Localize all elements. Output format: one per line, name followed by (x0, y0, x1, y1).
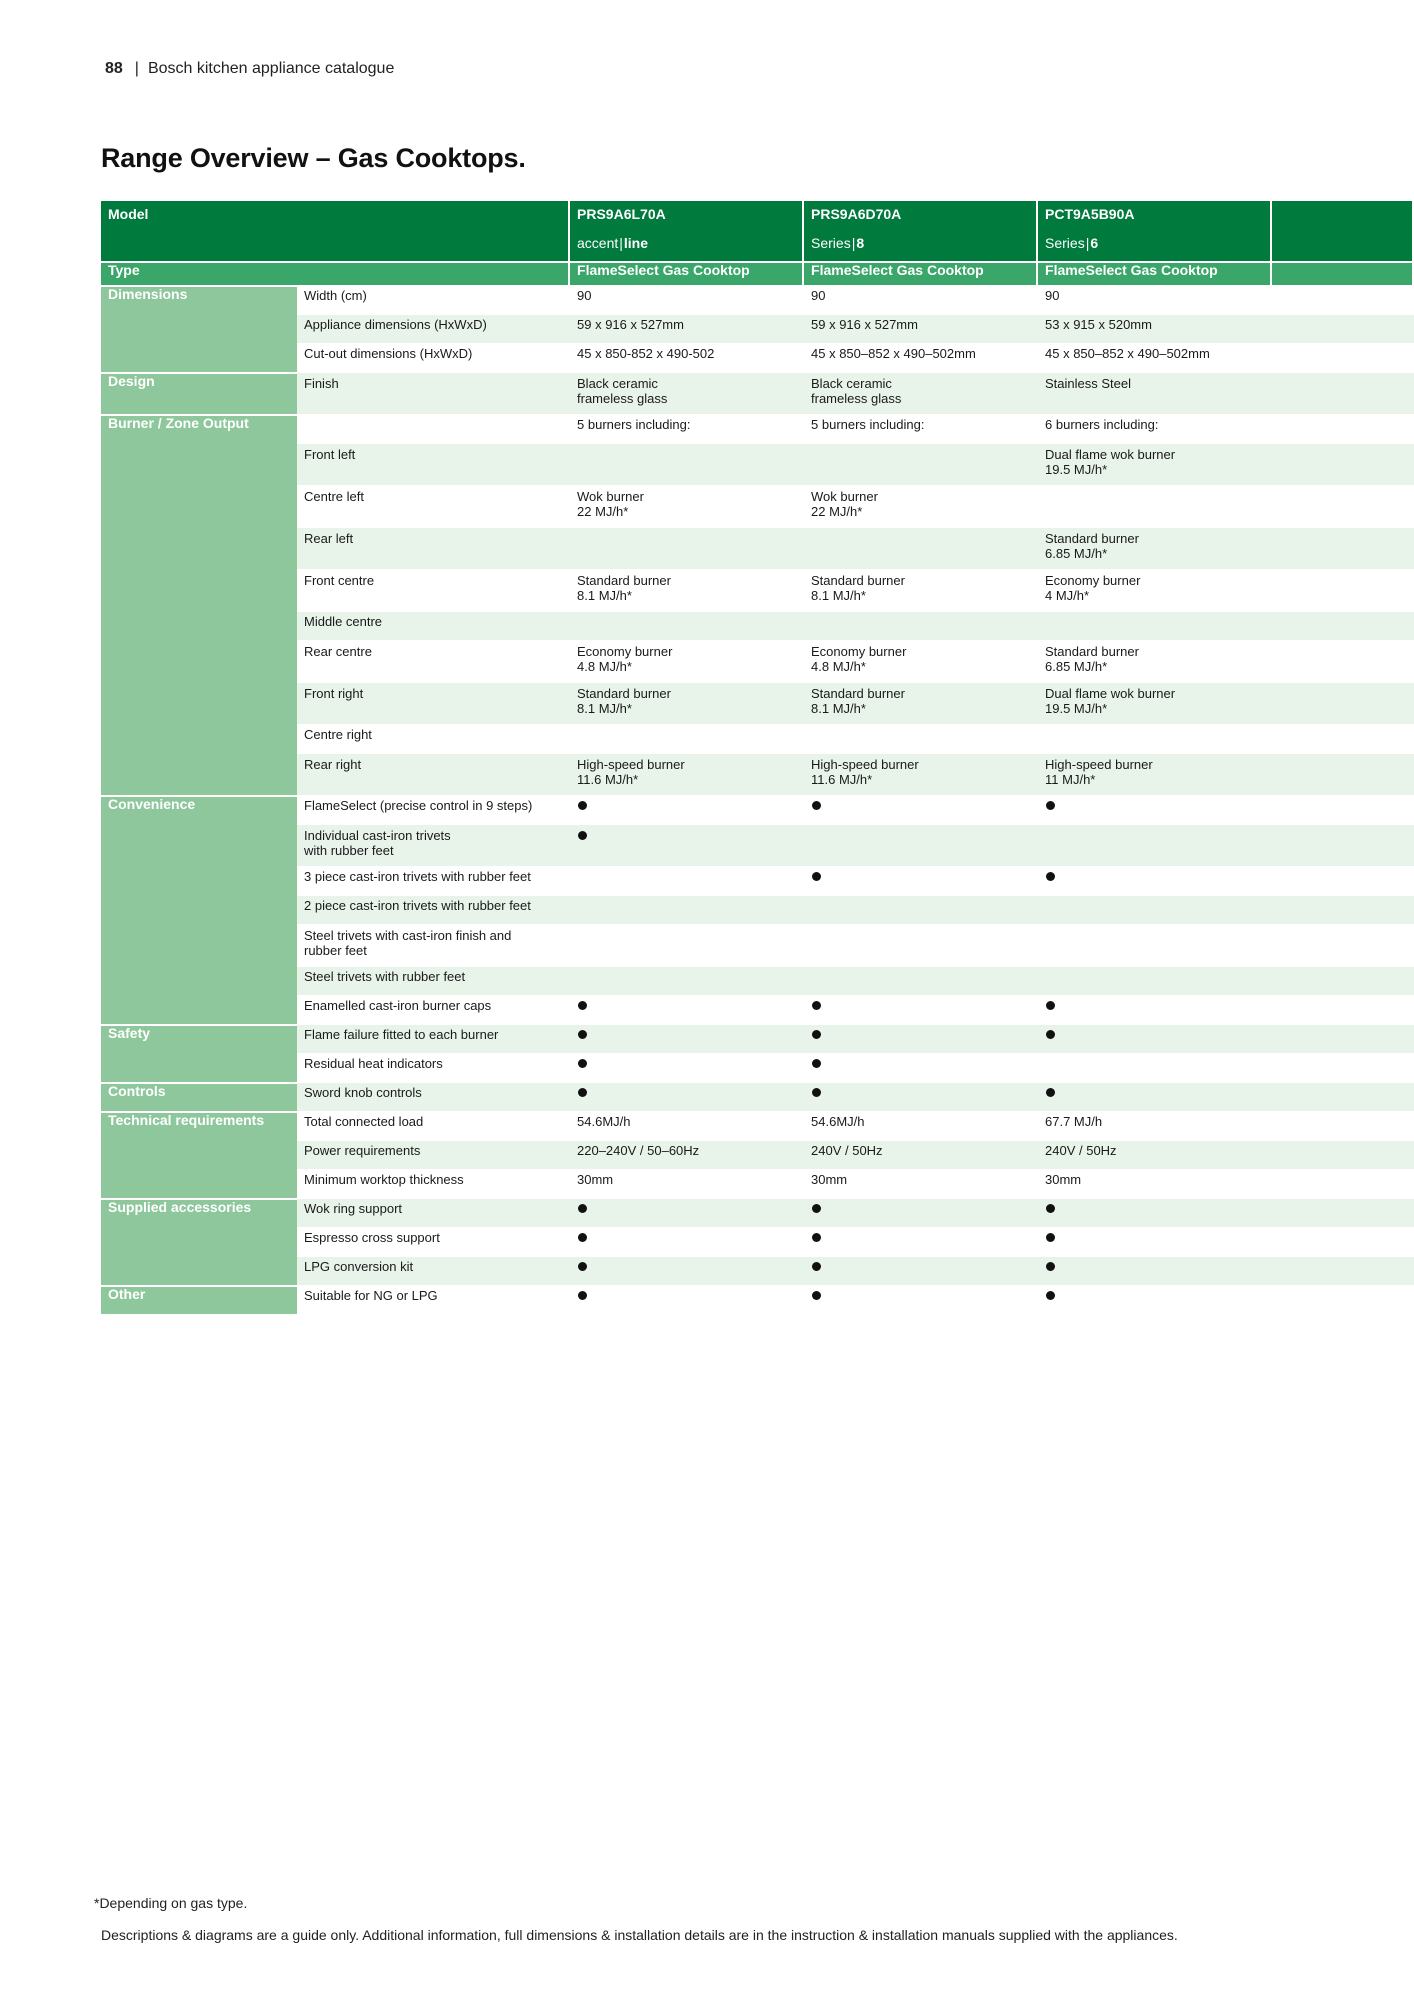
cell-value (1038, 1053, 1272, 1082)
cell-value (1038, 611, 1272, 640)
row-label: 3 piece cast-iron trivets with rubber feet (297, 866, 570, 895)
model-column-2 (804, 201, 1038, 261)
series-bar: | (851, 235, 856, 251)
empty-cell (1272, 285, 1414, 314)
cell-value: 90 (570, 285, 804, 314)
row-label (297, 414, 570, 443)
category-supplied-accessories: Supplied accessories (101, 1198, 297, 1285)
row-label: Wok ring support (297, 1198, 570, 1227)
row-label: 2 piece cast-iron trivets with rubber feet (297, 895, 570, 924)
feature-dot (1038, 866, 1272, 895)
row-label: Width (cm) (297, 285, 570, 314)
cell-value (804, 611, 1038, 640)
table-row (101, 1024, 1414, 1053)
feature-dot (570, 1053, 804, 1082)
feature-dot (1038, 795, 1272, 824)
cell-value: 45 x 850–852 x 490–502mm (804, 343, 1038, 372)
series-name: accent (577, 235, 619, 251)
cell-value: 53 x 915 x 520mm (1038, 314, 1272, 343)
table-row (101, 314, 1414, 343)
empty-cell (1272, 895, 1414, 924)
cell-value: Standard burner 6.85 MJ/h* (1038, 640, 1272, 682)
bullet-dot-icon (812, 1291, 821, 1300)
table-row (101, 1169, 1414, 1198)
bullet-dot-icon (812, 1030, 821, 1039)
table-row (101, 1053, 1414, 1082)
empty-cell (1272, 724, 1414, 753)
cell-value: Black ceramic frameless glass (570, 372, 804, 414)
model-column-3 (1038, 201, 1272, 261)
bullet-dot-icon (1046, 1088, 1055, 1097)
bullet-dot-icon (812, 1262, 821, 1271)
row-label: Rear centre (297, 640, 570, 682)
cell-value: 45 x 850-852 x 490-502 (570, 343, 804, 372)
category-other: Other (101, 1285, 297, 1314)
table-row (101, 1227, 1414, 1256)
cell-value: Standard burner 8.1 MJ/h* (804, 682, 1038, 724)
table-row (101, 724, 1414, 753)
bullet-dot-icon (812, 801, 821, 810)
empty-cell (1272, 527, 1414, 569)
cell-value: Wok burner 22 MJ/h* (570, 485, 804, 527)
empty-cell (1272, 995, 1414, 1024)
empty-cell (1272, 414, 1414, 443)
row-label: Individual cast-iron trivets with rubber feet (297, 824, 570, 866)
bullet-dot-icon (1046, 1204, 1055, 1213)
feature-dot (1038, 1082, 1272, 1111)
empty-cell (1272, 753, 1414, 795)
table-row (101, 966, 1414, 995)
feature-dot (804, 866, 1038, 895)
cell-value: Stainless Steel (1038, 372, 1272, 414)
cell-value: 30mm (1038, 1169, 1272, 1198)
cell-value (570, 895, 804, 924)
spec-table (101, 201, 1414, 1314)
cell-value (570, 443, 804, 485)
row-label: Flame failure fitted to each burner (297, 1024, 570, 1053)
feature-dot (804, 795, 1038, 824)
type-value: FlameSelect Gas Cooktop (1038, 261, 1272, 285)
feature-dot (570, 1082, 804, 1111)
empty-cell (1272, 1053, 1414, 1082)
table-row (101, 1082, 1414, 1111)
table-row (101, 611, 1414, 640)
cell-value (570, 611, 804, 640)
table-row (101, 824, 1414, 866)
empty-cell (1272, 485, 1414, 527)
cell-value: Dual flame wok burner 19.5 MJ/h* (1038, 443, 1272, 485)
table-row (101, 1285, 1414, 1314)
feature-dot (804, 1227, 1038, 1256)
feature-dot (804, 1053, 1038, 1082)
empty-cell (1272, 682, 1414, 724)
table-row (101, 527, 1414, 569)
cell-value (1038, 895, 1272, 924)
model-header-row (101, 201, 1414, 261)
row-label: Cut-out dimensions (HxWxD) (297, 343, 570, 372)
table-row (101, 372, 1414, 414)
row-label: Front right (297, 682, 570, 724)
bullet-dot-icon (1046, 1233, 1055, 1242)
feature-dot (1038, 1024, 1272, 1053)
cell-value (570, 924, 804, 966)
cell-value: 90 (1038, 285, 1272, 314)
row-label: Power requirements (297, 1140, 570, 1169)
series-label (1045, 229, 1263, 251)
feature-dot (804, 1198, 1038, 1227)
table-row (101, 866, 1414, 895)
row-label: Enamelled cast-iron burner caps (297, 995, 570, 1024)
page-title: Range Overview – Gas Cooktops. (101, 143, 526, 173)
cell-value: 59 x 916 x 527mm (570, 314, 804, 343)
series-name: Series (811, 235, 851, 251)
bullet-dot-icon (578, 1059, 587, 1068)
empty-cell (1272, 569, 1414, 611)
table-row (101, 795, 1414, 824)
row-label: FlameSelect (precise control in 9 steps) (297, 795, 570, 824)
empty-cell (1272, 1285, 1414, 1314)
cell-value (804, 966, 1038, 995)
type-value: FlameSelect Gas Cooktop (804, 261, 1038, 285)
feature-dot (804, 1256, 1038, 1285)
table-row (101, 1140, 1414, 1169)
cell-value: 67.7 MJ/h (1038, 1111, 1272, 1140)
cell-value: Black ceramic frameless glass (804, 372, 1038, 414)
cell-value: 240V / 50Hz (1038, 1140, 1272, 1169)
feature-dot (570, 1024, 804, 1053)
series-bar: | (1085, 235, 1090, 251)
header-separator: | (134, 60, 139, 77)
model-code: PCT9A5B90A (1045, 206, 1135, 222)
category-safety: Safety (101, 1024, 297, 1082)
row-label: LPG conversion kit (297, 1256, 570, 1285)
table-row (101, 640, 1414, 682)
cell-value: Standard burner 8.1 MJ/h* (570, 682, 804, 724)
bullet-dot-icon (1046, 801, 1055, 810)
cell-value (570, 866, 804, 895)
feature-dot (570, 1256, 804, 1285)
cell-value (804, 895, 1038, 924)
table-row (101, 1198, 1414, 1227)
series-value: line (623, 235, 649, 251)
empty-cell (1272, 1198, 1414, 1227)
bullet-dot-icon (578, 1233, 587, 1242)
bullet-dot-icon (578, 1204, 587, 1213)
table-row (101, 285, 1414, 314)
cell-value (1038, 824, 1272, 866)
disclaimer: Descriptions & diagrams are a guide only. Additional information, full dimensions & installation details are in the instruction & installation manuals supplied with the appliances. (101, 1927, 1178, 1943)
empty-cell (1272, 640, 1414, 682)
bullet-dot-icon (578, 1262, 587, 1271)
bullet-dot-icon (1046, 1291, 1055, 1300)
table-row (101, 995, 1414, 1024)
cell-value (570, 527, 804, 569)
feature-dot (1038, 1227, 1272, 1256)
feature-dot (570, 1285, 804, 1314)
row-label: Suitable for NG or LPG (297, 1285, 570, 1314)
table-row (101, 895, 1414, 924)
table-row (101, 443, 1414, 485)
bullet-dot-icon (812, 1001, 821, 1010)
model-code: PRS9A6D70A (811, 206, 902, 222)
table-row (101, 343, 1414, 372)
model-label: Model (101, 201, 570, 261)
feature-dot (1038, 1256, 1272, 1285)
feature-dot (1038, 995, 1272, 1024)
bullet-dot-icon (1046, 1001, 1055, 1010)
cell-value: 220–240V / 50–60Hz (570, 1140, 804, 1169)
bullet-dot-icon (1046, 872, 1055, 881)
cell-value: Standard burner 8.1 MJ/h* (570, 569, 804, 611)
table-row (101, 753, 1414, 795)
cell-value: 30mm (804, 1169, 1038, 1198)
row-label: Rear left (297, 527, 570, 569)
row-label: Front centre (297, 569, 570, 611)
cell-value (1038, 485, 1272, 527)
row-label: Centre right (297, 724, 570, 753)
table-row (101, 569, 1414, 611)
bullet-dot-icon (578, 801, 587, 810)
cell-value: 5 burners including: (570, 414, 804, 443)
model-code: PRS9A6L70A (577, 206, 666, 222)
model-column-1 (570, 201, 804, 261)
cell-value: High-speed burner 11.6 MJ/h* (570, 753, 804, 795)
cell-value (1038, 924, 1272, 966)
cell-value: 59 x 916 x 527mm (804, 314, 1038, 343)
cell-value: High-speed burner 11.6 MJ/h* (804, 753, 1038, 795)
empty-cell (1272, 314, 1414, 343)
feature-dot (1038, 1285, 1272, 1314)
table-row (101, 682, 1414, 724)
cell-value (1038, 724, 1272, 753)
row-label: Steel trivets with cast-iron finish and rubber feet (297, 924, 570, 966)
row-label: Espresso cross support (297, 1227, 570, 1256)
feature-dot (804, 1024, 1038, 1053)
series-label (577, 229, 795, 251)
cell-value (804, 443, 1038, 485)
table-row (101, 485, 1414, 527)
empty-cell (1272, 866, 1414, 895)
empty-cell (1272, 924, 1414, 966)
cell-value (570, 724, 804, 753)
row-label: Residual heat indicators (297, 1053, 570, 1082)
row-label: Front left (297, 443, 570, 485)
row-label: Sword knob controls (297, 1082, 570, 1111)
cell-value: Economy burner 4.8 MJ/h* (570, 640, 804, 682)
model-column-empty (1272, 201, 1414, 261)
row-label: Minimum worktop thickness (297, 1169, 570, 1198)
cell-value (570, 966, 804, 995)
cell-value: 54.6MJ/h (570, 1111, 804, 1140)
bullet-dot-icon (812, 1059, 821, 1068)
row-label: Middle centre (297, 611, 570, 640)
cell-value: 90 (804, 285, 1038, 314)
catalogue-title: Bosch kitchen appliance catalogue (147, 60, 395, 77)
empty-cell (1272, 795, 1414, 824)
empty-cell (1272, 1256, 1414, 1285)
bullet-dot-icon (812, 1088, 821, 1097)
category-dimensions: Dimensions (101, 285, 297, 372)
page-header (105, 60, 394, 78)
table-row (101, 414, 1414, 443)
series-value: 6 (1090, 235, 1099, 251)
feature-dot (570, 995, 804, 1024)
type-value-empty (1272, 261, 1414, 285)
page-number: 88 (105, 60, 123, 77)
empty-cell (1272, 443, 1414, 485)
feature-dot (570, 824, 804, 866)
bullet-dot-icon (812, 1204, 821, 1213)
cell-value: 54.6MJ/h (804, 1111, 1038, 1140)
category-technical-requirements: Technical requirements (101, 1111, 297, 1198)
cell-value (804, 724, 1038, 753)
cell-value: 240V / 50Hz (804, 1140, 1038, 1169)
bullet-dot-icon (578, 1001, 587, 1010)
table-row (101, 924, 1414, 966)
cell-value (804, 527, 1038, 569)
cell-value (804, 924, 1038, 966)
cell-value: 30mm (570, 1169, 804, 1198)
series-name: Series (1045, 235, 1085, 251)
category-design: Design (101, 372, 297, 414)
cell-value: 5 burners including: (804, 414, 1038, 443)
category-controls: Controls (101, 1082, 297, 1111)
feature-dot (1038, 1198, 1272, 1227)
empty-cell (1272, 611, 1414, 640)
feature-dot (570, 795, 804, 824)
cell-value: Economy burner 4 MJ/h* (1038, 569, 1272, 611)
series-bar: | (619, 235, 623, 251)
cell-value: 6 burners including: (1038, 414, 1272, 443)
empty-cell (1272, 372, 1414, 414)
row-label: Appliance dimensions (HxWxD) (297, 314, 570, 343)
empty-cell (1272, 1111, 1414, 1140)
bullet-dot-icon (578, 1291, 587, 1300)
cell-value: Standard burner 6.85 MJ/h* (1038, 527, 1272, 569)
series-value: 8 (856, 235, 865, 251)
empty-cell (1272, 1140, 1414, 1169)
feature-dot (804, 995, 1038, 1024)
empty-cell (1272, 824, 1414, 866)
row-label: Centre left (297, 485, 570, 527)
feature-dot (804, 1285, 1038, 1314)
empty-cell (1272, 1082, 1414, 1111)
footnote: *Depending on gas type. (94, 1895, 248, 1911)
row-label: Rear right (297, 753, 570, 795)
bullet-dot-icon (1046, 1262, 1055, 1271)
empty-cell (1272, 1024, 1414, 1053)
feature-dot (570, 1198, 804, 1227)
category-convenience: Convenience (101, 795, 297, 1024)
empty-cell (1272, 1227, 1414, 1256)
cell-value: Standard burner 8.1 MJ/h* (804, 569, 1038, 611)
cell-value: High-speed burner 11 MJ/h* (1038, 753, 1272, 795)
cell-value: Economy burner 4.8 MJ/h* (804, 640, 1038, 682)
cell-value: 45 x 850–852 x 490–502mm (1038, 343, 1272, 372)
feature-dot (804, 1082, 1038, 1111)
cell-value: Dual flame wok burner 19.5 MJ/h* (1038, 682, 1272, 724)
row-label: Steel trivets with rubber feet (297, 966, 570, 995)
type-label: Type (101, 261, 570, 285)
cell-value (1038, 966, 1272, 995)
bullet-dot-icon (812, 872, 821, 881)
category-burner-zone-output: Burner / Zone Output (101, 414, 297, 795)
row-label: Finish (297, 372, 570, 414)
type-row (101, 261, 1414, 285)
cell-value: Wok burner 22 MJ/h* (804, 485, 1038, 527)
table-row (101, 1256, 1414, 1285)
bullet-dot-icon (1046, 1030, 1055, 1039)
cell-value (804, 824, 1038, 866)
bullet-dot-icon (578, 1030, 587, 1039)
bullet-dot-icon (812, 1233, 821, 1242)
bullet-dot-icon (578, 1088, 587, 1097)
empty-cell (1272, 343, 1414, 372)
feature-dot (570, 1227, 804, 1256)
empty-cell (1272, 966, 1414, 995)
table-row (101, 1111, 1414, 1140)
row-label: Total connected load (297, 1111, 570, 1140)
bullet-dot-icon (578, 831, 587, 840)
empty-cell (1272, 1169, 1414, 1198)
type-value: FlameSelect Gas Cooktop (570, 261, 804, 285)
series-label (811, 229, 1029, 251)
